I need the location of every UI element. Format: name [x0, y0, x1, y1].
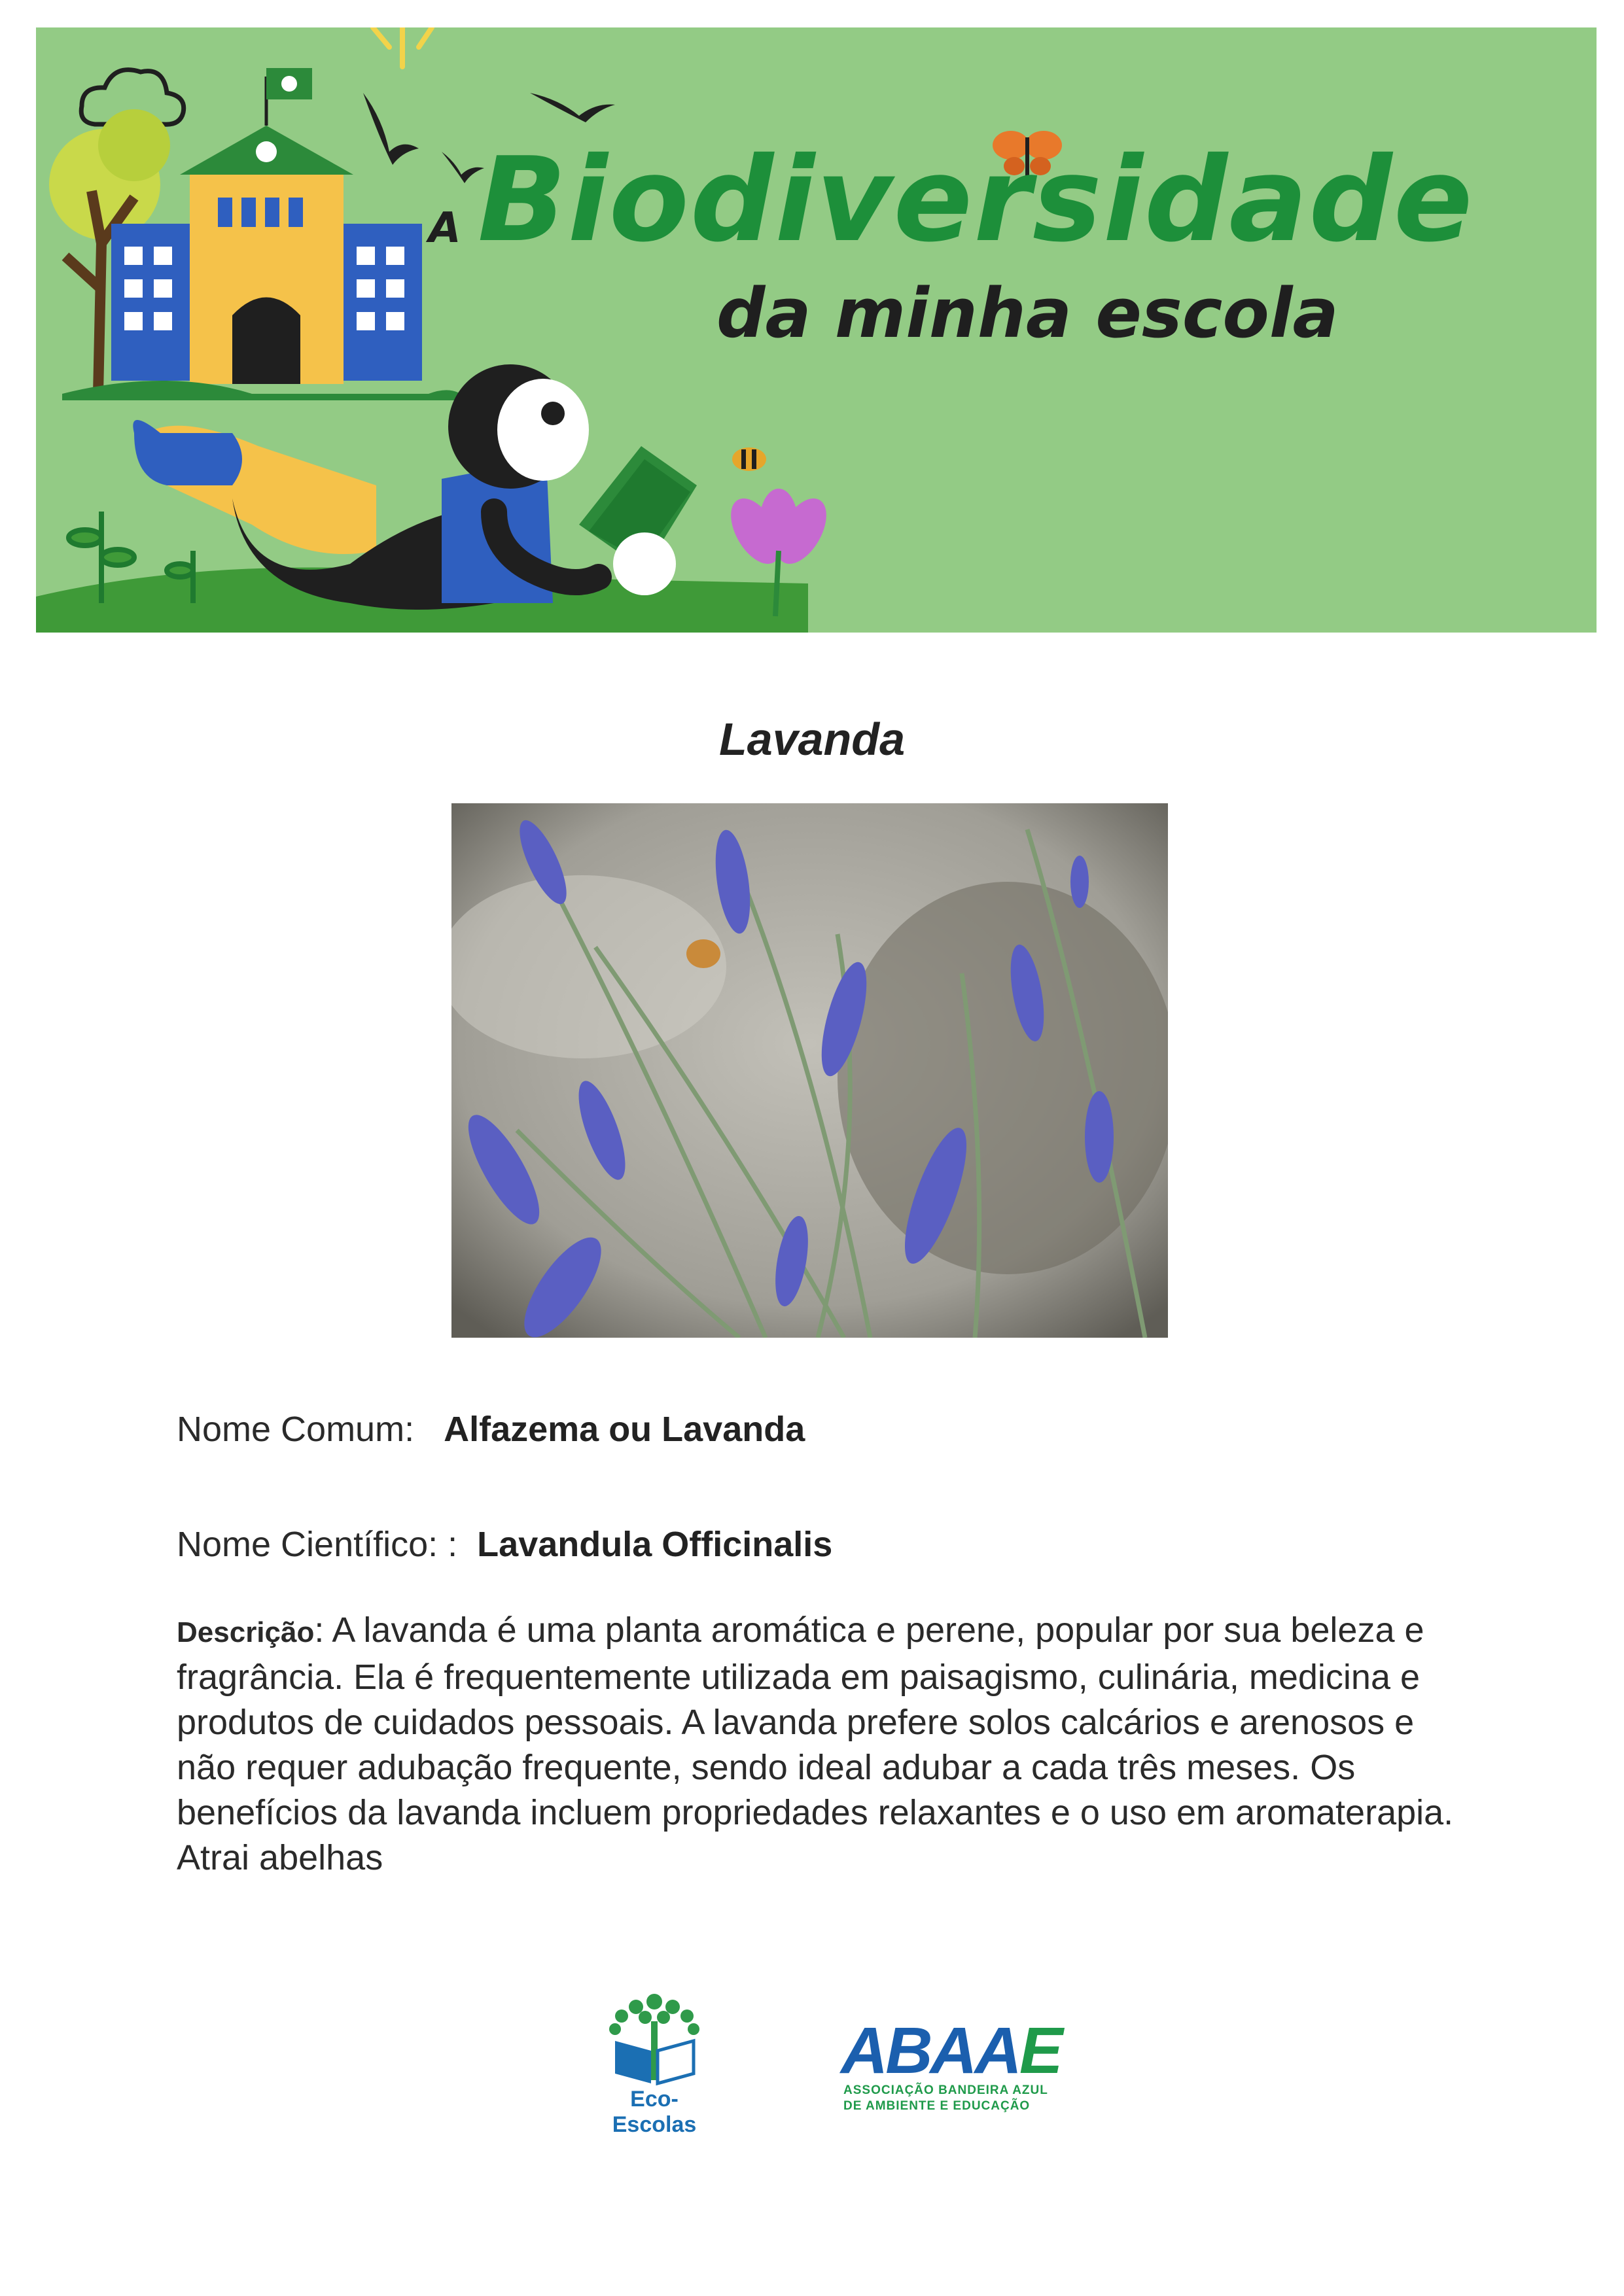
description-text: : A lavanda é uma planta aromática e perene, popular por sua beleza e fragrância. Ela é frequentemente utilizada em paisagismo, culinária, medicina e produtos de cuidados pessoais. A lavanda prefere solos calcários e arenosos e não requer adubação frequente, sendo ideal adubar a cada três meses. Os benefícios da lavanda incluem propriedades relaxantes e o uso em aromaterapia. Atrai abelhas	[177, 1610, 1454, 1877]
description-label: Descrição	[177, 1616, 315, 1648]
banner-title-prefix: A	[429, 204, 461, 252]
eco-escolas-label: Eco-Escolas	[612, 2087, 697, 2137]
abaae-line-1: ASSOCIAÇÃO BANDEIRA AZUL	[843, 2083, 1048, 2097]
scientific-name-row	[177, 1524, 832, 1565]
plant-photo	[451, 803, 1168, 1338]
eco-escolas-logo	[589, 1989, 720, 2137]
common-name-label: Nome Comum:	[177, 1410, 415, 1449]
common-name-value: Alfazema ou Lavanda	[444, 1410, 805, 1449]
description	[177, 1608, 1459, 1881]
banner-title: Biodiversidade	[478, 132, 1474, 268]
plant-title: Lavanda	[719, 714, 905, 765]
eco-escolas-tree-icon	[589, 1989, 720, 2087]
header-banner	[36, 27, 1597, 633]
abaae-line-2: DE AMBIENTE E EDUCAÇÃO	[843, 2099, 1031, 2113]
scientific-name-label: Nome Científico: :	[177, 1525, 458, 1564]
abaae-wordmark: ABAAE	[841, 2014, 1061, 2087]
abaae-logo	[841, 2014, 1070, 2123]
common-name-row	[177, 1409, 805, 1450]
scientific-name-value: Lavandula Officinalis	[477, 1525, 833, 1564]
banner-subtitle: da minha escola	[716, 273, 1339, 353]
